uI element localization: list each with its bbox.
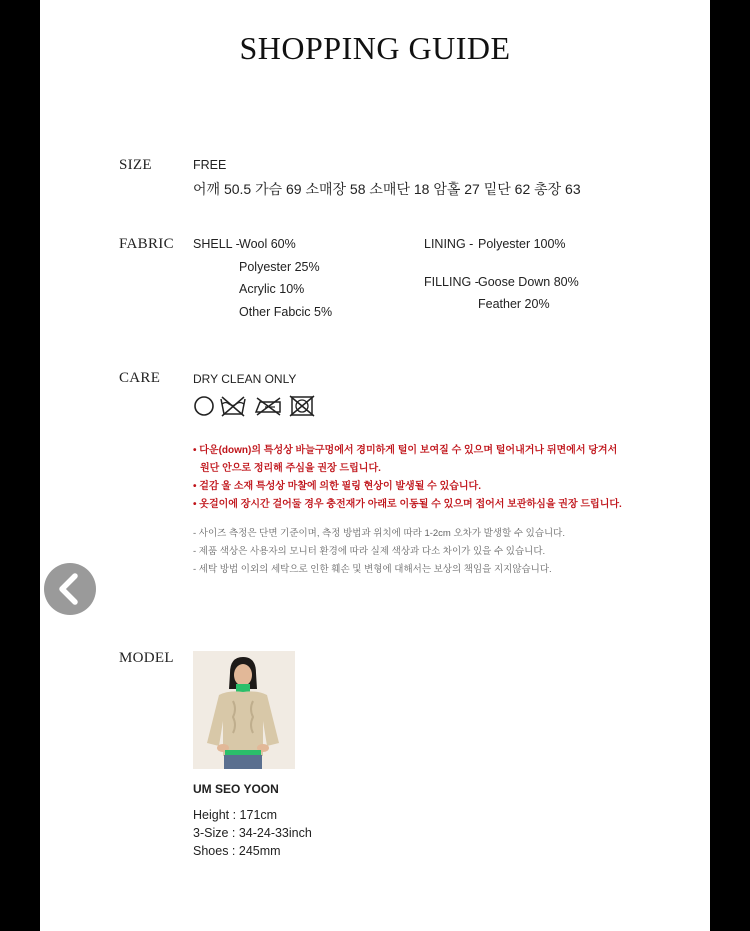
size-label: SIZE <box>119 157 152 173</box>
care-instruction: DRY CLEAN ONLY <box>193 372 297 386</box>
model-height: Height : 171cm <box>193 808 278 822</box>
care-warning: • 겉감 울 소재 특성상 마찰에 의한 필링 현상이 발생될 수 있습니다. <box>193 481 482 492</box>
care-warning: • 옷걸이에 장시간 걸어둘 경우 충전재가 아래로 이동될 수 있으며 접어서 보관하심을 권장 드립니다. <box>193 499 622 510</box>
model-three-size: 3-Size : 34-24-33inch <box>193 826 312 840</box>
chevron-left-icon <box>44 563 96 615</box>
model-shoes: Shoes : 245mm <box>193 844 281 858</box>
page-title: SHOPPING GUIDE <box>239 30 511 66</box>
care-note: - 세탁 방법 이외의 세탁으로 인한 훼손 및 변형에 대해서는 보상의 책임을 지지않습니다. <box>193 564 552 575</box>
shell-item: Acrylic 10% <box>239 282 305 296</box>
lining-value: Polyester 100% <box>478 237 566 251</box>
fabric-label: FABRIC <box>119 236 174 252</box>
model-name: UM SEO YOON <box>193 782 279 796</box>
size-measurements: 어깨 50.5 가슴 69 소매장 58 소매단 18 암홀 27 밑단 62 총장 63 <box>193 181 581 197</box>
lining-prefix: LINING - <box>424 237 474 251</box>
shell-item: Polyester 25% <box>239 260 320 274</box>
care-note: - 사이즈 측정은 단면 기준이며, 측정 방법과 위치에 따라 1-2cm 오차가 발생할 수 있습니다. <box>193 528 565 539</box>
model-label: MODEL <box>119 650 174 666</box>
previous-button[interactable] <box>44 563 96 615</box>
size-type: FREE <box>193 158 227 172</box>
no-wash-icon <box>219 395 247 417</box>
shell-item: Wool 60% <box>239 237 296 251</box>
model-photo <box>193 651 295 769</box>
filling-prefix: FILLING - <box>424 275 479 289</box>
dry-clean-circle-icon <box>193 395 215 417</box>
care-note: - 제품 색상은 사용자의 모니터 환경에 따라 실제 색상과 다소 차이가 있을 수 있습니다. <box>193 546 546 557</box>
filling-item: Goose Down 80% <box>478 275 579 289</box>
no-tumble-dry-icon <box>289 395 315 417</box>
care-label: CARE <box>119 370 161 386</box>
shell-prefix: SHELL - <box>193 237 240 251</box>
shopping-guide-page <box>40 0 710 931</box>
filling-item: Feather 20% <box>478 297 550 311</box>
no-iron-icon <box>253 395 283 417</box>
care-warning: 원단 안으로 정리해 주심을 권장 드립니다. <box>200 463 381 474</box>
care-warning: • 다운(down)의 특성상 바늘구멍에서 경미하게 털이 보여질 수 있으며 털어내거나 뒤면에서 당겨서 <box>193 445 618 456</box>
shell-item: Other Fabcic 5% <box>239 305 333 319</box>
